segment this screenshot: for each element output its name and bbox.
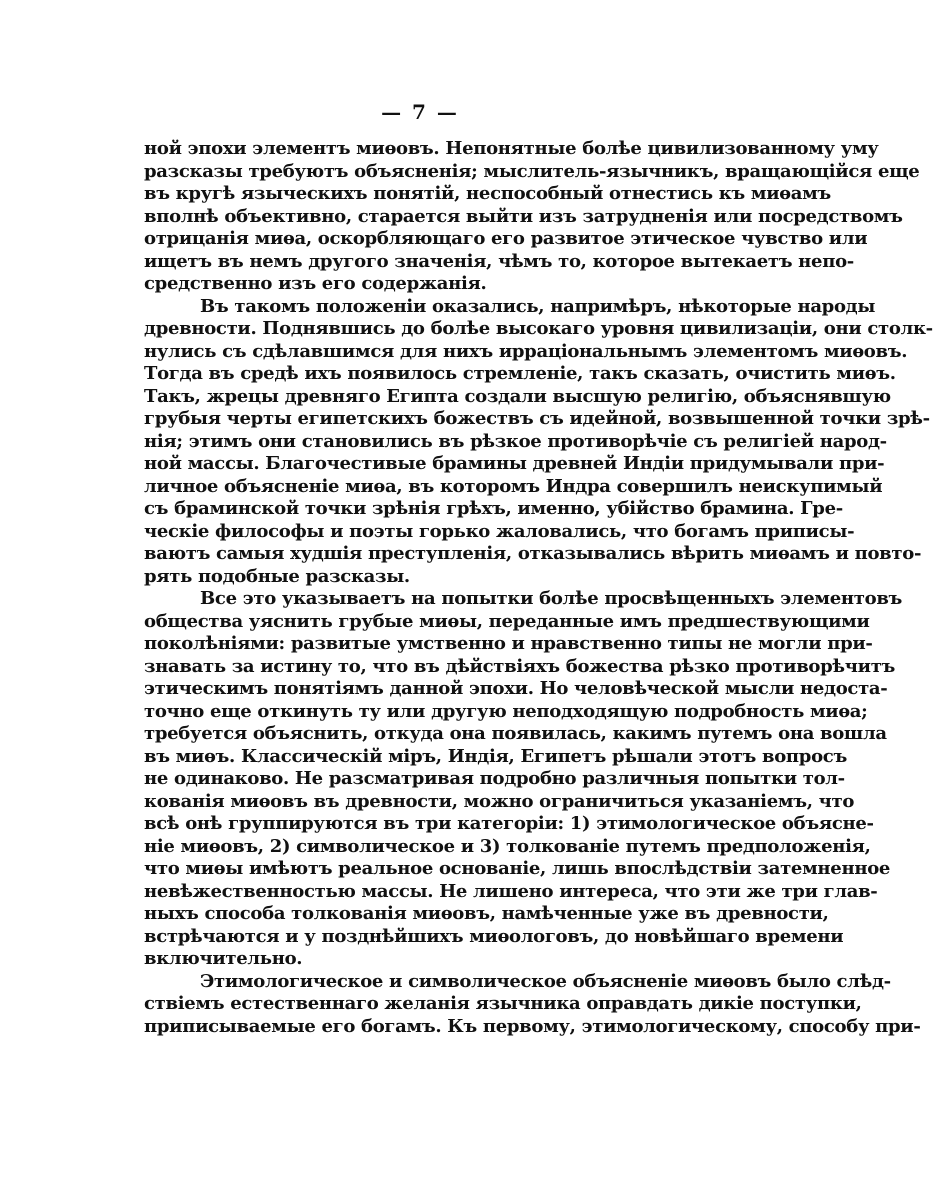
text-line: точно еще откинуть ту или другую неподходящую подробность миѳа; xyxy=(144,700,868,722)
text-line: этическимъ понятіямъ данной эпохи. Но человѣческой мысли недоста- xyxy=(144,678,888,699)
text-line: вполнѣ объективно, старается выйти изъ затрудненія или посредствомъ xyxy=(144,205,903,227)
text-line: Этимологическое и символическое объясненіе миѳовъ было слѣд- xyxy=(200,970,891,992)
text-line: въ кругѣ языческихъ понятій, неспособный отнестись къ миѳамъ xyxy=(144,183,831,204)
body-text xyxy=(144,138,933,1038)
text-line: отрицанія миѳа, оскорбляющаго его развитое этическое чувство или xyxy=(144,228,868,249)
text-line: ной массы. Благочестивые брамины древней Индіи придумывали при- xyxy=(144,453,885,474)
text-line: ищетъ въ немъ другого значенія, чѣмъ то, которое вытекаетъ непо- xyxy=(144,250,854,272)
text-line: ствіемъ естественнаго желанія язычника оправдать дикіе поступки, xyxy=(144,993,862,1014)
text-line: Такъ, жрецы древняго Египта создали высшую религію, объяснявшую xyxy=(144,385,891,407)
text-line: ваютъ самыя худшія преступленія, отказывались вѣрить миѳамъ и повто- xyxy=(144,543,922,564)
text-line: знавать за истину то, что въ дѣйствіяхъ божества рѣзко противорѣчитъ xyxy=(144,655,896,677)
text-line: Тогда въ средѣ ихъ появилось стремленіе, такъ сказать, очистить миѳъ. xyxy=(144,363,896,384)
text-line: всѣ онѣ группируются въ три категоріи: 1) этимологическое объясне- xyxy=(144,813,874,834)
text-line: ной эпохи элементъ миѳовъ. Непонятные болѣе цивилизованному уму xyxy=(144,138,879,159)
text-line: не одинаково. Не разсматривая подробно различныя попытки тол- xyxy=(144,768,845,789)
text-line: средственно изъ его содержанія. xyxy=(144,273,487,294)
text-line: Въ такомъ положеніи оказались, напримѣръ, нѣкоторые народы xyxy=(200,295,876,317)
text-line: требуется объяснить, откуда она появилась, какимъ путемъ она вошла xyxy=(144,723,887,744)
text-line: ніе миѳовъ, 2) символическое и 3) толкованіе путемъ предположенія, xyxy=(144,835,871,857)
text-line: ныхъ способа толкованія миѳовъ, намѣченные уже въ древности, xyxy=(144,903,829,924)
text-line: Все это указываетъ на попытки болѣе просвѣщенныхъ элементовъ xyxy=(200,588,903,609)
text-line: общества уяснить грубые миѳы, переданные имъ предшествующими xyxy=(144,610,870,632)
text-line: кованія миѳовъ въ древности, можно ограничиться указаніемъ, что xyxy=(144,790,855,812)
text-line: включительно. xyxy=(144,948,303,969)
text-line: что миѳы имѣютъ реальное основаніе, лишь впослѣдствіи затемненное xyxy=(144,858,891,879)
text-line: съ браминской точки зрѣнія грѣхъ, именно, убійство брамина. Гре- xyxy=(144,498,843,519)
text-line: въ миѳъ. Классическій міръ, Индія, Египетъ рѣшали этотъ вопросъ xyxy=(144,745,847,767)
text-line: личное объясненіе миѳа, въ которомъ Индра совершилъ неискупимый xyxy=(144,475,883,497)
text-line: грубыя черты египетскихъ божествъ съ идейной, возвышенной точки зрѣ- xyxy=(144,408,930,429)
text-line: встрѣчаются и у позднѣйшихъ миѳологовъ, до новѣйшаго времени xyxy=(144,925,844,947)
text-line: нулись съ сдѣлавшимся для нихъ ирраціональнымъ элементомъ миѳовъ. xyxy=(144,340,908,362)
text-line: нія; этимъ они становились въ рѣзкое противорѣчіе съ религіей народ- xyxy=(144,430,887,452)
text-line: разсказы требуютъ объясненія; мыслитель-язычникъ, вращающійся еще xyxy=(144,160,920,182)
text-line: невѣжественностью массы. Не лишено интереса, что эти же три глав- xyxy=(144,880,878,902)
text-line: ческіе философы и поэты горько жаловались, что богамъ приписы- xyxy=(144,520,855,542)
text-line: поколѣніями: развитые умственно и нравственно типы не могли при- xyxy=(144,633,873,654)
page-number: — 7 — xyxy=(381,100,459,124)
text-line: приписываемые его богамъ. Къ первому, этимологическому, способу при- xyxy=(144,1015,921,1037)
text-line: рять подобные разсказы. xyxy=(144,565,410,587)
text-line: древности. Поднявшись до болѣе высокаго уровня цивилизаціи, они столк- xyxy=(144,318,933,339)
